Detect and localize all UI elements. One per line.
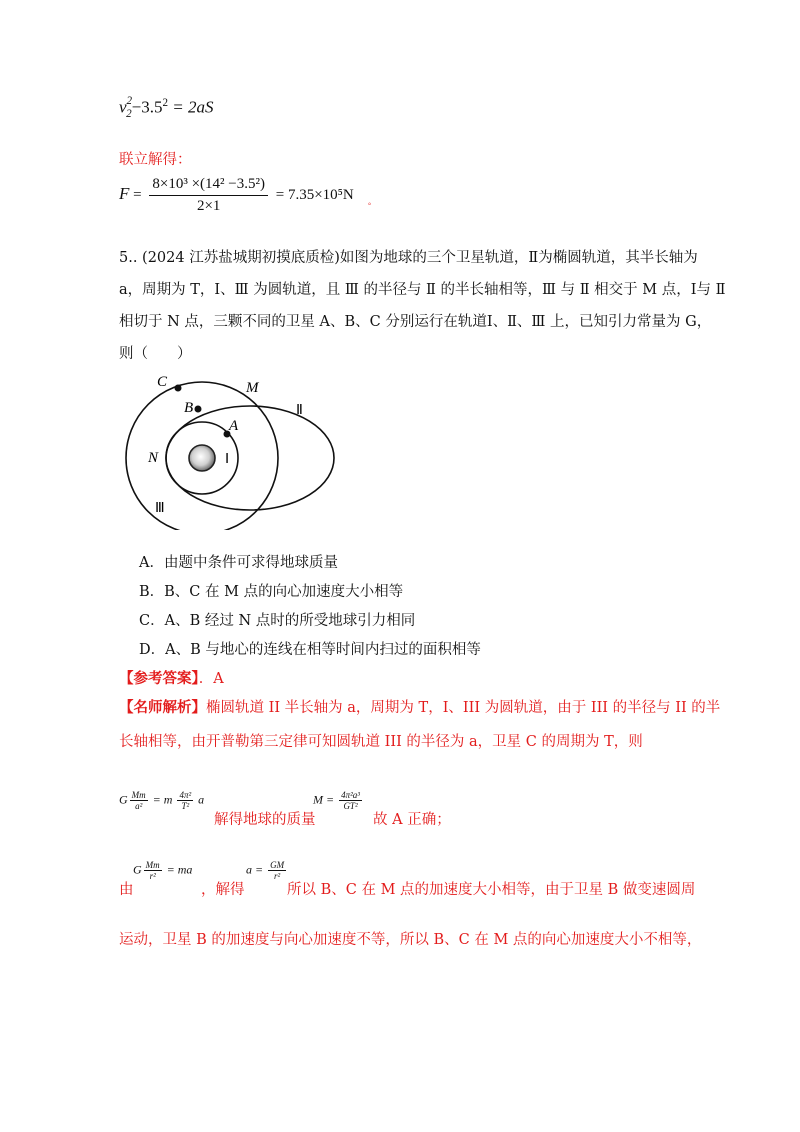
question-line-1: 5.. (2024 江苏盐城期初摸底质检)如图为地球的三个卫星轨道，Ⅱ为椭圆轨道，其半长轴为	[119, 250, 698, 266]
eq-d-lhs: a =	[246, 862, 267, 877]
eq-a-frac-2	[177, 790, 193, 811]
eq2-denominator: 2×1	[196, 198, 221, 214]
analysis-text-1: 椭圆轨道 II 半长轴为 a，周期为 T，I、III 为圆轨道，由于 III 的半径与 II 的半	[206, 700, 721, 716]
label-a: A	[229, 418, 239, 434]
eq1-sub: 2	[126, 108, 132, 121]
eq-a-g: G	[119, 792, 128, 807]
eq-a-tail: a	[195, 792, 205, 807]
analysis-line-3-tail: 所以 B、C 在 M 点的加速度大小相等，由于卫星 B 做变速圆周	[287, 882, 696, 898]
analysis-line-2: 长轴相等，由开普勒第三定律可知圆轨道 III 的半径为 a，卫星 C 的周期为 T，则	[119, 734, 643, 750]
eq-a-den-1: a²	[135, 801, 143, 811]
correct-a-text: 故 A 正确；	[373, 812, 451, 828]
eq1-rhs: = 2aS	[167, 97, 214, 117]
comma-solve-text: ，解得	[201, 882, 245, 898]
option-b: B．B、C 在 M 点的向心加速度大小相等	[139, 584, 404, 600]
eq1-sup: 2	[126, 95, 133, 107]
option-c: C．A、B 经过 N 点时的所受地球引力相同	[139, 613, 416, 629]
eq-b-lhs: M =	[313, 792, 338, 807]
eq2-F: F	[119, 183, 130, 203]
eq1-minus: −3.5	[131, 97, 163, 117]
force-equation: F = $\frac{\text{8×10³ ×(14² −3.5²)}}{2\times 1}$ = $7.35\times 10^5N_◦$	[119, 176, 372, 214]
gravity-accel-equation	[133, 860, 192, 881]
eq2-result: = 7.35×10⁵N	[271, 186, 354, 203]
label-b: B	[184, 400, 194, 416]
satellite-c	[175, 385, 182, 392]
eq-b-den: GT²	[343, 801, 358, 811]
eq-c-den: r²	[149, 871, 156, 881]
eq-d-frac	[268, 860, 286, 881]
eq-c-rhs: = ma	[163, 862, 193, 877]
earth	[189, 445, 215, 471]
analysis-line-1	[119, 696, 720, 717]
satellite-b	[195, 406, 202, 413]
label-ii: Ⅱ	[296, 403, 303, 418]
kepler-equation	[119, 790, 204, 811]
eq-b-num: 4π²a³	[341, 790, 360, 800]
eq2-numerator: 8×10³ ×(14² −3.5²)	[149, 176, 268, 196]
analysis-label: 【名师解析】	[119, 699, 206, 716]
mass-equation	[313, 790, 364, 811]
eq-a-frac-1	[130, 790, 148, 811]
question-line-4: 则（ ）	[119, 346, 192, 362]
answer-value: ．A	[198, 671, 224, 687]
eq-c-frac	[144, 860, 162, 881]
eq-c-num: Mm	[145, 860, 160, 870]
eq-c-g: G	[133, 862, 142, 877]
you-text: 由	[119, 882, 134, 898]
eq-a-mid: = m	[149, 792, 176, 807]
option-a: A．由题中条件可求得地球质量	[139, 555, 338, 571]
analysis-line-4: 运动，卫星 B 的加速度与向心加速度不等，所以 B、C 在 M 点的向心加速度大小不相等，	[119, 932, 702, 948]
option-d: D．A、B 与地心的连线在相等时间内扫过的面积相等	[139, 642, 481, 658]
kinematics-equation	[119, 97, 213, 120]
solve-mass-text: 解得地球的质量	[214, 812, 316, 828]
eq2-fraction	[149, 176, 268, 215]
eq-b-frac	[339, 790, 362, 811]
label-n: N	[148, 450, 159, 466]
orbit-diagram	[110, 366, 350, 530]
joint-solve-label: 联立解得：	[119, 152, 192, 168]
label-iii: Ⅲ	[155, 501, 165, 516]
eq2-eq: =	[129, 186, 146, 203]
question-line-3: 相切于 N 点，三颗不同的卫星 A、B、C 分别运行在轨道Ⅰ、Ⅱ、Ⅲ 上，已知引力常量为 G，	[119, 314, 712, 330]
eq-a-num-1: Mm	[131, 790, 146, 800]
label-m: M	[246, 380, 259, 396]
answer-line	[119, 667, 224, 688]
eq-d-den: r²	[274, 871, 281, 881]
eq1-sup-b: 2	[162, 97, 168, 109]
accel-result-equation	[246, 860, 288, 881]
label-c: C	[157, 374, 168, 390]
label-i: Ⅰ	[225, 452, 230, 467]
eq-d-num: GM	[270, 860, 285, 870]
eq-a-num-2: 4π²	[179, 790, 192, 800]
eq-a-den-2: T²	[181, 801, 190, 811]
answer-label: 【参考答案】	[119, 670, 199, 687]
eq1-v: v	[119, 97, 127, 117]
question-line-2: a，周期为 T，Ⅰ、Ⅲ 为圆轨道，且 Ⅲ 的半径与 Ⅱ 的半长轴相等，Ⅲ 与 Ⅱ 相交于 M 点，Ⅰ与 Ⅱ	[119, 282, 726, 298]
